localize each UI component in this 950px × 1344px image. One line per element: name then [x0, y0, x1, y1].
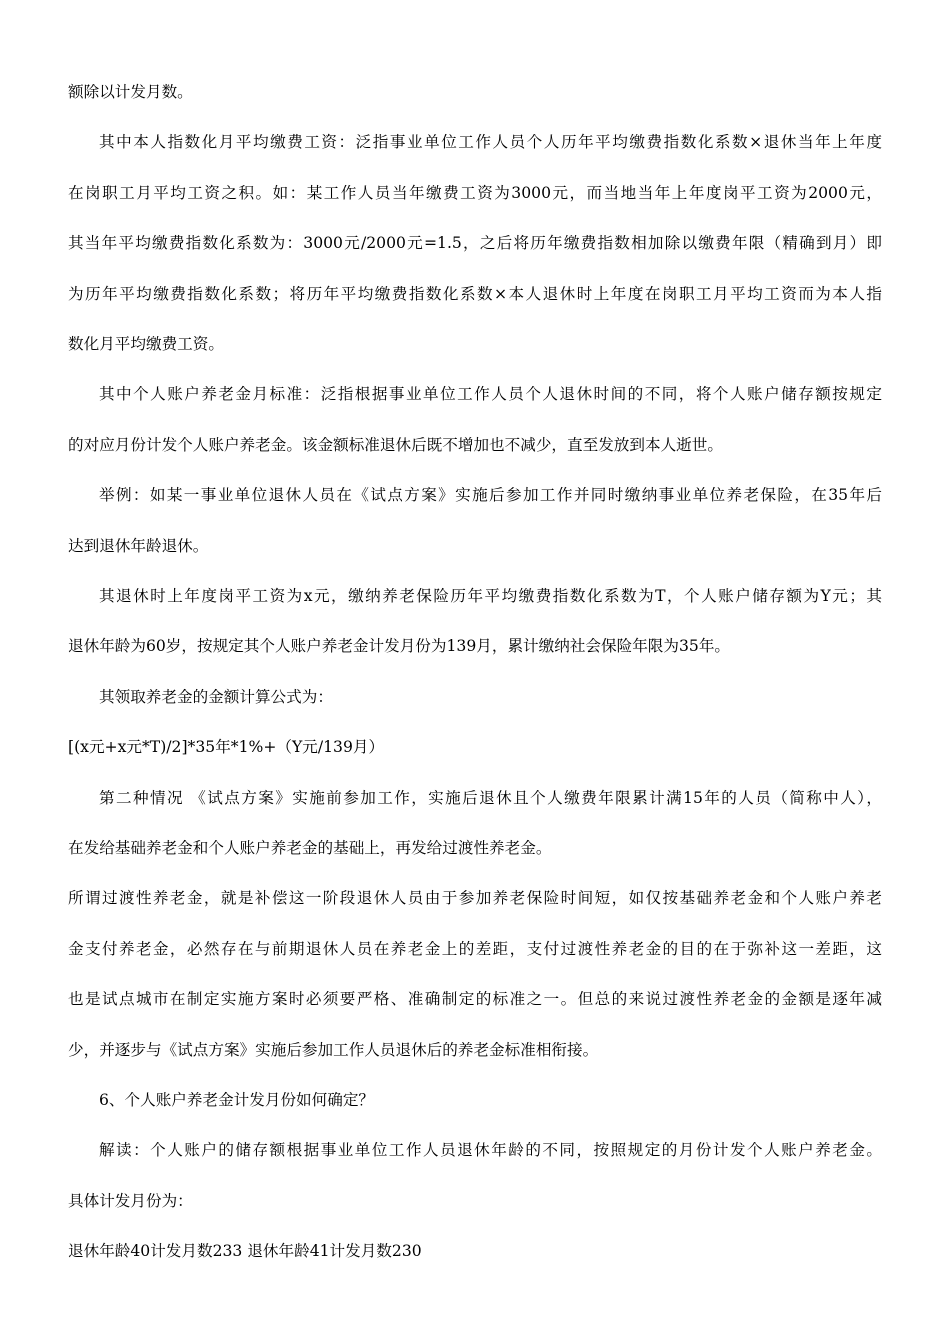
paragraph-line: 第二种情况 《试点方案》实施前参加工作，实施后退休且个人缴费年限累计满15年的人员（简称中人），	[99, 789, 882, 807]
text-line: 为历年平均缴费指数化系数；将历年平均缴费指数化系数×本人退休时上年度在岗职工月平均工资而为本人指	[68, 285, 882, 303]
text-line: 在岗职工月平均工资之积。如：某工作人员当年缴费工资为3000元，而当地当年上年度岗平工资为2000元，	[68, 184, 882, 202]
text-line: 金支付养老金，必然存在与前期退休人员在养老金上的差距，支付过渡性养老金的目的在于弥补这一差距，这	[68, 940, 882, 958]
text-line: 达到退休年龄退休。	[68, 537, 209, 555]
formula-line: [(x元+x元*T)/2]*35年*1%+（Y元/139月）	[68, 738, 385, 756]
text-line: 少，并逐步与《试点方案》实施后参加工作人员退休后的养老金标准相衔接。	[68, 1041, 599, 1059]
text-line: 其当年平均缴费指数化系数为：3000元/2000元=1.5，之后将历年缴费指数相加除以缴费年限（精确到月）即	[68, 234, 882, 252]
paragraph-line: 举例：如某一事业单位退休人员在《试点方案》实施后参加工作并同时缴纳事业单位养老保险，在35年后	[99, 486, 882, 504]
paragraph-line: 其退休时上年度岗平工资为x元，缴纳养老保险历年平均缴费指数化系数为T，个人账户储存额为Y元；其	[99, 587, 882, 605]
text-line: 的对应月份计发个人账户养老金。该金额标准退休后既不增加也不减少，直至发放到本人逝世。	[68, 436, 723, 454]
section-heading: 6、个人账户养老金计发月份如何确定？	[99, 1091, 375, 1109]
text-line: 退休年龄40计发月数233 退休年龄41计发月数230	[68, 1242, 422, 1260]
paragraph-line: 所谓过渡性养老金，就是补偿这一阶段退休人员由于参加养老保险时间短，如仅按基础养老金和个人账户养老	[68, 889, 882, 907]
text-line: 具体计发月份为：	[68, 1192, 193, 1210]
paragraph-line: 其中本人指数化月平均缴费工资：泛指事业单位工作人员个人历年平均缴费指数化系数×退休当年上年度	[99, 133, 882, 151]
text-line: 在发给基础养老金和个人账户养老金的基础上，再发给过渡性养老金。	[68, 839, 552, 857]
paragraph-line: 其中个人账户养老金月标准：泛指根据事业单位工作人员个人退休时间的不同，将个人账户储存额按规定	[99, 385, 882, 403]
text-line: 额除以计发月数。	[68, 83, 193, 101]
text-line: 数化月平均缴费工资。	[68, 335, 224, 353]
paragraph-line: 其领取养老金的金额计算公式为：	[99, 688, 333, 706]
text-line: 退休年龄为60岁，按规定其个人账户养老金计发月份为139月，累计缴纳社会保险年限为35年。	[68, 637, 731, 655]
paragraph-line: 解读：个人账户的储存额根据事业单位工作人员退休年龄的不同，按照规定的月份计发个人账户养老金。	[99, 1141, 882, 1159]
text-line: 也是试点城市在制定实施方案时必须要严格、准确制定的标准之一。但总的来说过渡性养老金的金额是逐年减	[68, 990, 882, 1008]
